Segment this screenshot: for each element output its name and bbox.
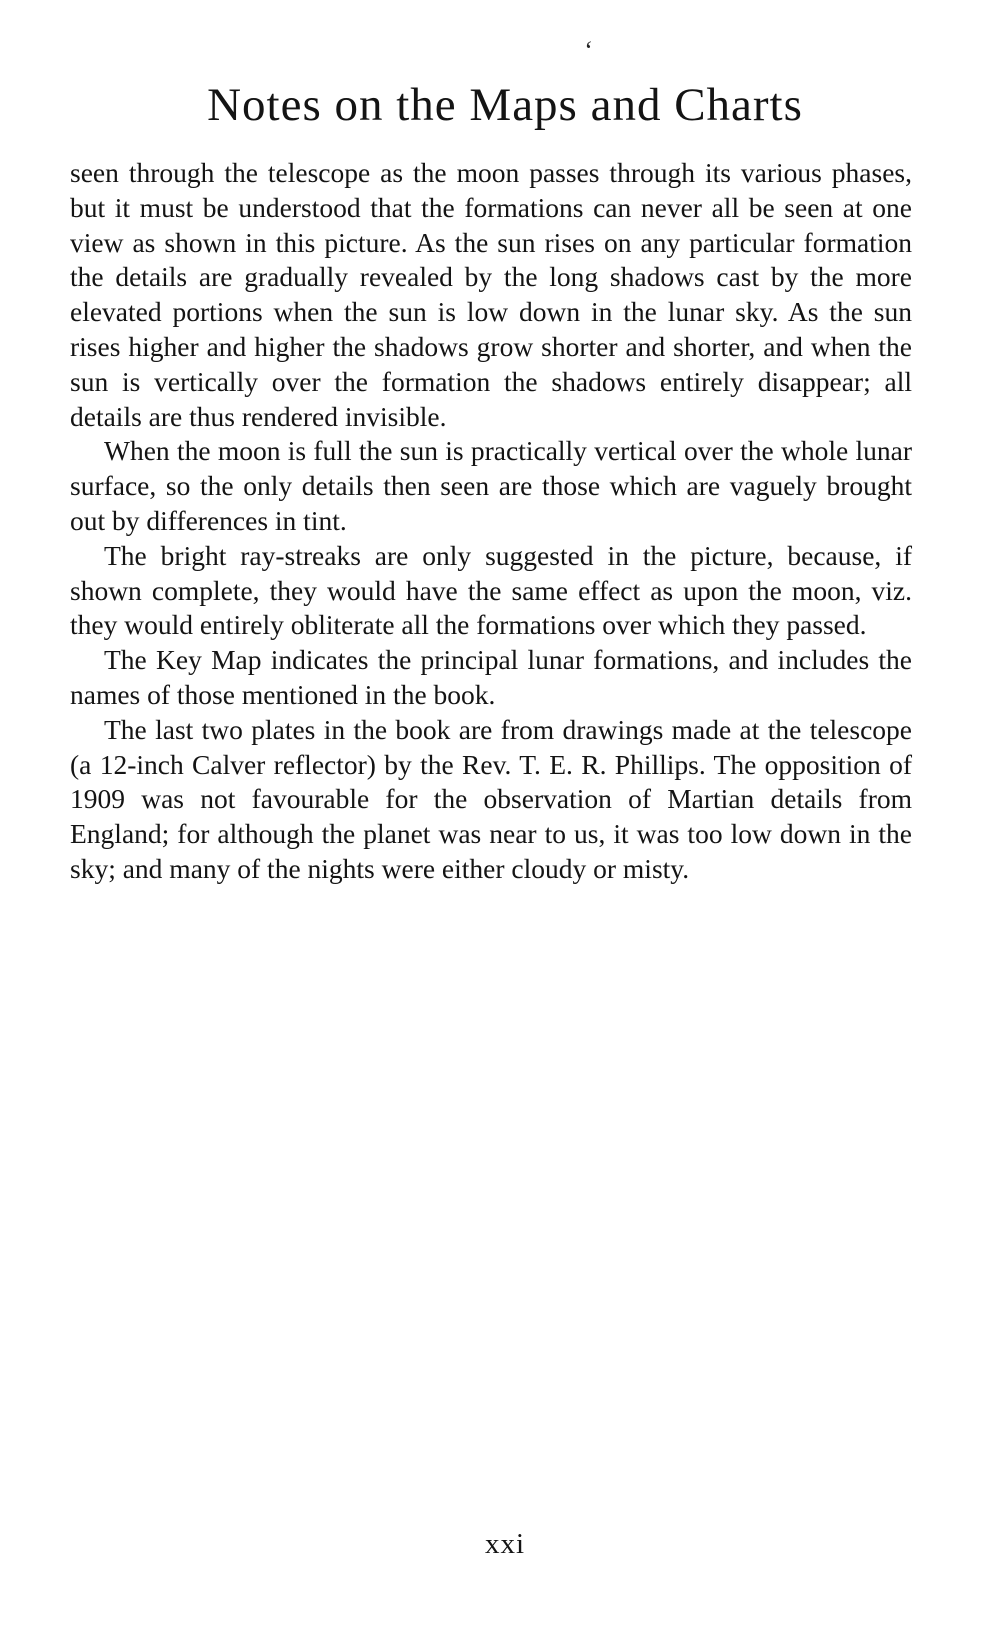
paragraph-1: seen through the telescope as the moon passes through its various phases, but it must be understood that the formations can never all be seen at one view as shown in this picture. As the sun rises on any particular formation the details are gradually revealed by the long shadows cast by the more elevated portions when the sun is low down in the lunar sky. As the sun rises higher and higher the shadows grow shorter and shorter, and when the sun is vertically over the formation the shadows entirely disappear; all details are thus rendered invisible.	[70, 157, 912, 432]
paragraph-5: The last two plates in the book are from drawings made at the telescope (a 12-inch Calver reflector) by the Rev. T. E. R. Phillips. The opposition of 1909 was not favourable for the observation of Martian details from England; for although the planet was near to us, it was too low down in the sky; and many of the nights were either cloudy or misty.	[70, 713, 912, 884]
page-number: xxi	[484, 1528, 526, 1560]
header-mark: ‘	[583, 36, 592, 65]
paragraph-4: The Key Map indicates the principal lunar formations, and includes the names of those mentioned in the book.	[70, 644, 912, 710]
paragraph-2: When the moon is full the sun is practically vertical over the whole lunar surface, so the only details then seen are those which are vaguely brought out by differences in tint.	[70, 435, 912, 536]
body-text	[70, 156, 912, 887]
paragraph-3: The bright ray-streaks are only suggested in the picture, because, if shown complete, they would have the same effect as upon the moon, viz. they would entirely obliterate all the formations over which they passed.	[70, 539, 912, 641]
page-title: Notes on the Maps and Charts	[207, 79, 803, 131]
